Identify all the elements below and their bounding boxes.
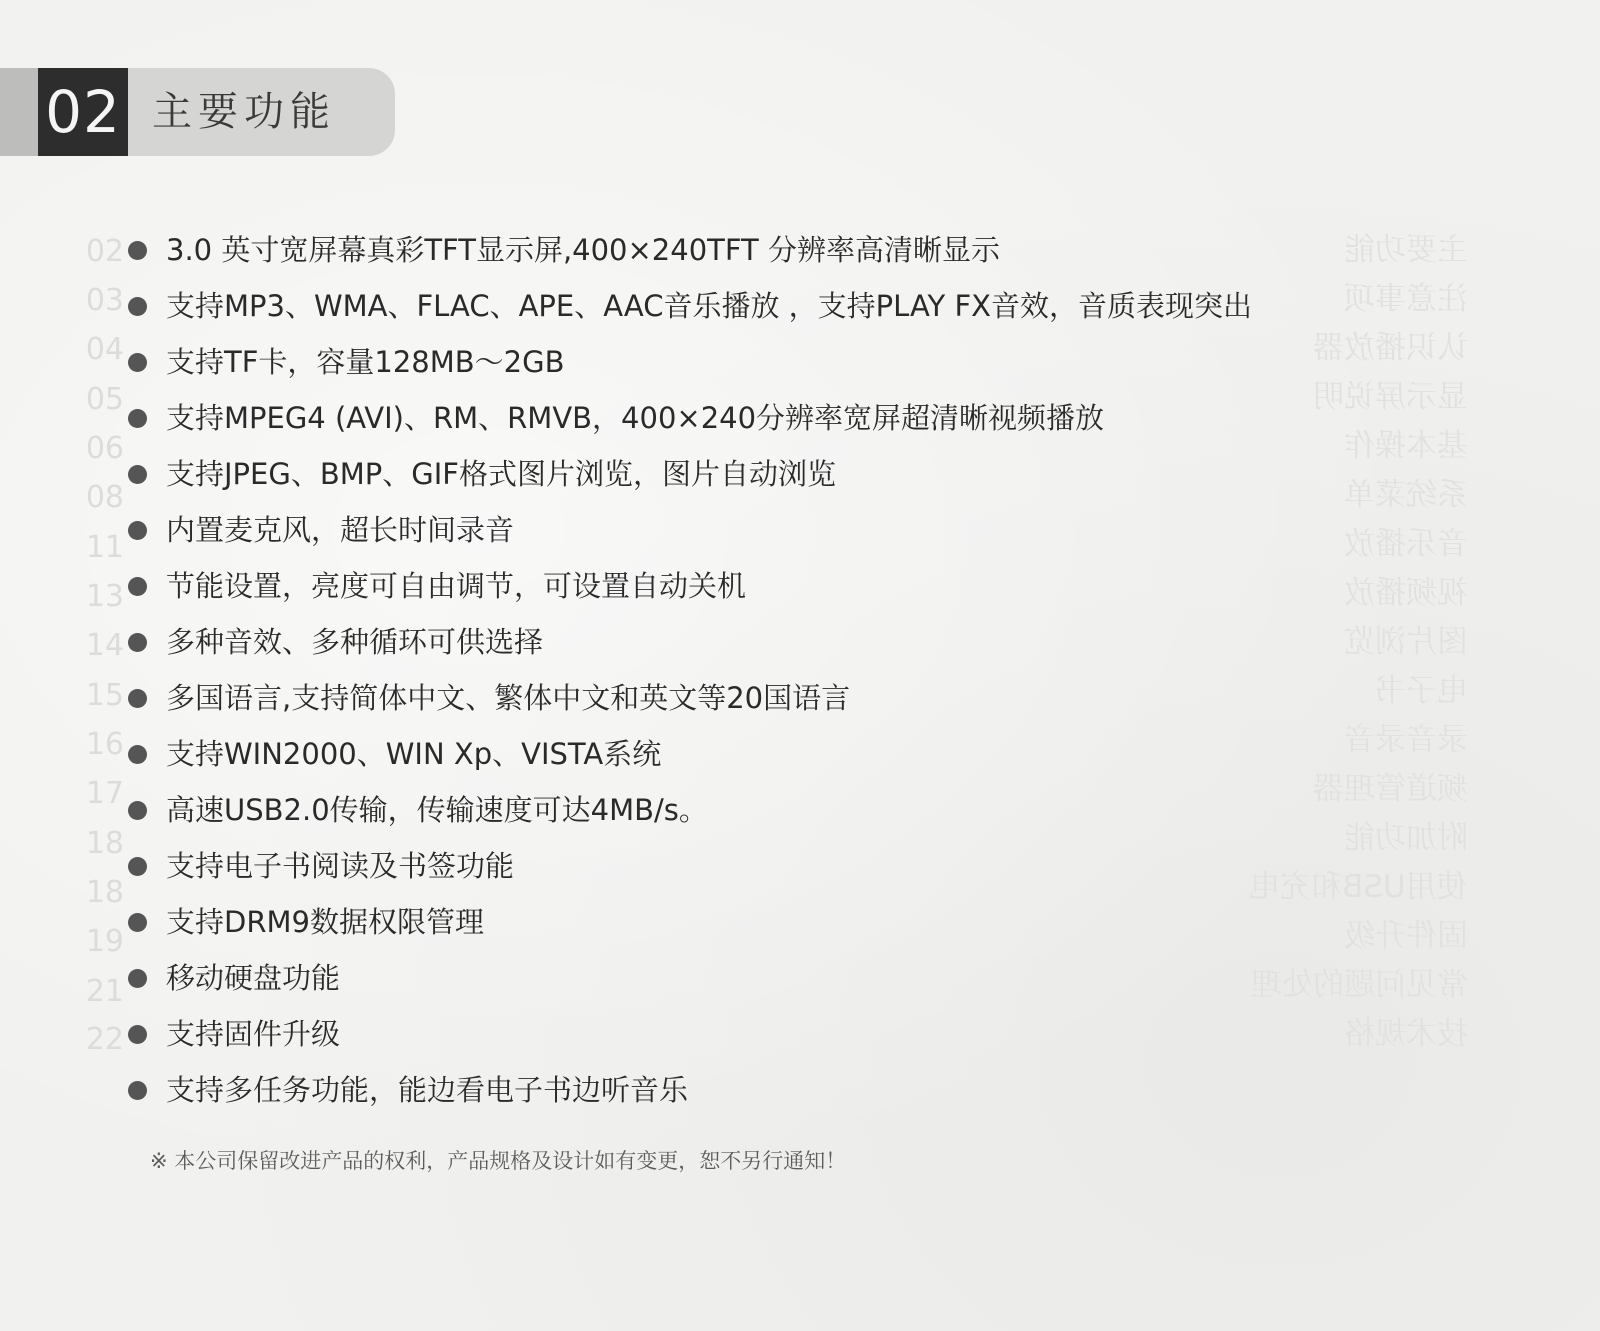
ghost-page-number: 08	[85, 480, 124, 515]
bullet-icon	[128, 969, 147, 988]
ghost-page-number: 11	[85, 530, 124, 565]
ghost-toc-item: 音乐播放	[1344, 526, 1468, 562]
ghost-page-number: 03	[85, 283, 124, 318]
feature-item	[128, 1070, 688, 1110]
bullet-icon	[128, 801, 147, 820]
feature-item	[128, 566, 746, 606]
bullet-icon	[128, 297, 147, 316]
feature-item	[128, 790, 708, 830]
feature-text: 节能设置，亮度可自由调节，可设置自动关机	[166, 569, 747, 603]
feature-item	[128, 678, 850, 718]
header-accent-bar	[0, 68, 38, 156]
ghost-toc-item: 附加功能	[1344, 820, 1468, 856]
bullet-icon	[128, 241, 147, 260]
bullet-icon	[128, 1081, 147, 1100]
bullet-icon	[128, 409, 147, 428]
feature-text: 支持WIN2000、WIN Xp、VISTA系统	[166, 737, 662, 771]
ghost-page-number: 21	[85, 974, 124, 1009]
feature-item	[128, 734, 661, 774]
bullet-icon	[128, 1025, 147, 1044]
ghost-page-number: 14	[85, 628, 124, 663]
feature-text: 高速USB2.0传输，传输速度可达4MB/s。	[166, 793, 708, 827]
feature-text: 支持MPEG4 (AVI)、RM、RMVB，400×240分辨率宽屏超清晰视频播放	[166, 401, 1105, 435]
ghost-toc-item: 注意事项	[1344, 281, 1468, 317]
bullet-icon	[128, 633, 147, 652]
feature-item	[128, 1014, 340, 1054]
feature-item	[128, 622, 543, 662]
section-number: 02	[38, 68, 128, 156]
ghost-page-number: 18	[85, 875, 124, 910]
feature-text: 内置麦克风，超长时间录音	[166, 513, 515, 547]
feature-item	[128, 454, 836, 494]
ghost-page-number: 16	[85, 727, 124, 762]
bullet-icon	[128, 521, 147, 540]
ghost-page-number: 06	[85, 431, 124, 466]
ghost-page-number: 18	[85, 826, 124, 861]
ghost-toc-item: 频道管理器	[1313, 771, 1468, 807]
feature-item	[128, 286, 1252, 326]
bullet-icon	[128, 465, 147, 484]
feature-text: 多种音效、多种循环可供选择	[166, 625, 544, 659]
ghost-page-number: 19	[85, 924, 124, 959]
feature-item	[128, 846, 514, 886]
section-title: 主要功能	[152, 89, 336, 135]
bullet-icon	[128, 353, 147, 372]
feature-text: 移动硬盘功能	[166, 961, 341, 995]
ghost-toc-item: 系统菜单	[1344, 477, 1468, 513]
ghost-toc-item: 录音录音	[1344, 722, 1468, 758]
ghost-toc-item: 主要功能	[1344, 232, 1468, 268]
feature-item	[128, 398, 1104, 438]
ghost-page-number: 05	[85, 382, 124, 417]
ghost-page-number: 02	[85, 234, 124, 269]
ghost-toc-item: 图片浏览	[1344, 624, 1468, 660]
feature-item	[128, 958, 340, 998]
feature-text: 多国语言,支持简体中文、繁体中文和英文等20国语言	[166, 681, 851, 715]
ghost-page-number: 13	[85, 579, 124, 614]
feature-text: 支持多任务功能，能边看电子书边听音乐	[166, 1073, 689, 1107]
feature-item	[128, 230, 1000, 270]
ghost-page-number: 17	[85, 776, 124, 811]
ghost-toc-item: 电子书	[1375, 673, 1468, 709]
bullet-icon	[128, 913, 147, 932]
feature-text: 支持TF卡，容量128MB～2GB	[166, 345, 565, 379]
ghost-toc-item: 常见问题的处理	[1251, 967, 1468, 1003]
ghost-toc-item: 显示屏说明	[1313, 379, 1468, 415]
feature-item	[128, 902, 484, 942]
feature-text: 支持MP3、WMA、FLAC、APE、AAC音乐播放 ，支持PLAY FX音效，音质表现突出	[166, 289, 1253, 323]
feature-text: 支持电子书阅读及书签功能	[166, 849, 515, 883]
feature-text: 支持DRM9数据权限管理	[166, 905, 484, 939]
footnote: ※ 本公司保留改进产品的权利，产品规格及设计如有变更，恕不另行通知！	[150, 1149, 847, 1173]
ghost-toc-item: 认识播放器	[1313, 330, 1468, 366]
ghost-toc-item: 基本操作	[1344, 428, 1468, 464]
feature-text: 3.0 英寸宽屏幕真彩TFT显示屏,400×240TFT 分辨率高清晰显示	[166, 233, 1000, 267]
bullet-icon	[128, 745, 147, 764]
ghost-toc-item: 技术规格	[1344, 1016, 1468, 1052]
ghost-page-number: 04	[85, 332, 124, 367]
bullet-icon	[128, 689, 147, 708]
ghost-toc-item: 使用USB和充电	[1249, 869, 1468, 905]
ghost-page-number: 15	[85, 678, 124, 713]
ghost-toc-item: 视频播放	[1344, 575, 1468, 611]
feature-text: 支持固件升级	[166, 1017, 341, 1051]
ghost-toc-item: 固件升级	[1344, 918, 1468, 954]
feature-item	[128, 342, 564, 382]
bullet-icon	[128, 577, 147, 596]
bullet-icon	[128, 857, 147, 876]
feature-text: 支持JPEG、BMP、GIF格式图片浏览，图片自动浏览	[166, 457, 836, 491]
ghost-page-number: 22	[85, 1022, 124, 1057]
feature-item	[128, 510, 514, 550]
